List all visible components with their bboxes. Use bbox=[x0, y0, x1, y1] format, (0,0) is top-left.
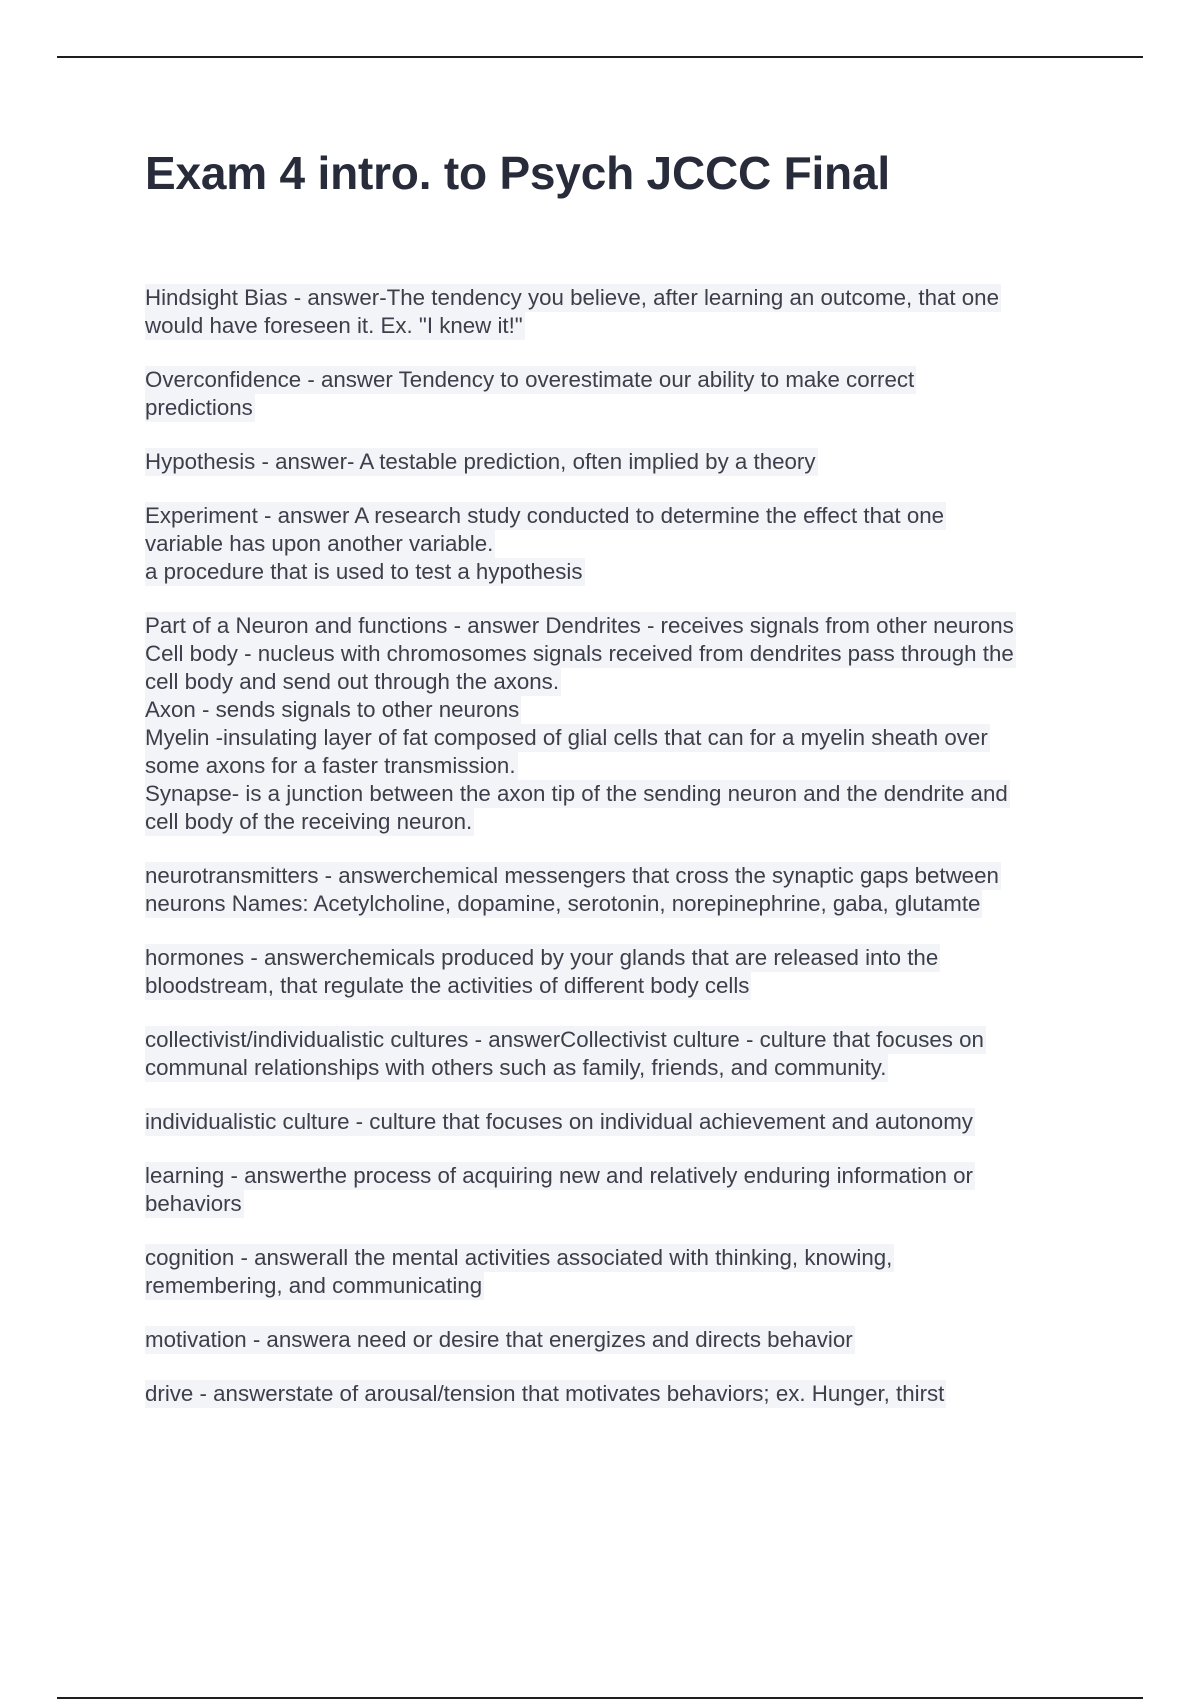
entry-text-line: cell body of the receiving neuron. bbox=[145, 809, 473, 834]
flashcard-entry bbox=[145, 1026, 1095, 1082]
flashcard-entry bbox=[145, 284, 1095, 340]
entry-text-line: Hindsight Bias - answer-The tendency you believe, after learning an outcome, that one bbox=[145, 285, 999, 310]
entry-text-line: Axon - sends signals to other neurons bbox=[145, 697, 520, 722]
entry-text-line: bloodstream, that regulate the activities of different body cells bbox=[145, 973, 750, 998]
flashcard-entry bbox=[145, 448, 1095, 476]
flashcard-entry bbox=[145, 612, 1095, 836]
entry-text-line: Hypothesis - answer- A testable prediction, often implied by a theory bbox=[145, 449, 816, 474]
flashcard-list bbox=[145, 284, 1095, 1434]
page-title: Exam 4 intro. to Psych JCCC Final bbox=[145, 147, 890, 199]
flashcard-entry bbox=[145, 366, 1095, 422]
entry-text-line: a procedure that is used to test a hypothesis bbox=[145, 559, 583, 584]
flashcard-entry bbox=[145, 862, 1095, 918]
flashcard-entry bbox=[145, 944, 1095, 1000]
entry-text-line: variable has upon another variable. bbox=[145, 531, 494, 556]
top-rule bbox=[57, 56, 1143, 58]
bottom-rule bbox=[57, 1697, 1143, 1699]
flashcard-entry bbox=[145, 1244, 1095, 1300]
entry-text-line: cognition - answerall the mental activities associated with thinking, knowing, bbox=[145, 1245, 893, 1270]
entry-text-line: Overconfidence - answer Tendency to overestimate our ability to make correct bbox=[145, 367, 915, 392]
entry-text-line: Experiment - answer A research study conducted to determine the effect that one bbox=[145, 503, 945, 528]
entry-text-line: predictions bbox=[145, 395, 253, 420]
entry-text-line: Synapse- is a junction between the axon tip of the sending neuron and the dendrite and bbox=[145, 781, 1008, 806]
entry-text-line: Part of a Neuron and functions - answer Dendrites - receives signals from other neurons bbox=[145, 613, 1014, 638]
flashcard-entry bbox=[145, 1380, 1095, 1408]
flashcard-entry bbox=[145, 1326, 1095, 1354]
flashcard-entry bbox=[145, 1162, 1095, 1218]
entry-text-line: cell body and send out through the axons. bbox=[145, 669, 560, 694]
entry-text-line: would have foreseen it. Ex. "I knew it!" bbox=[145, 313, 523, 338]
entry-text-line: neurons Names: Acetylcholine, dopamine, serotonin, norepinephrine, gaba, glutamte bbox=[145, 891, 981, 916]
flashcard-entry bbox=[145, 502, 1095, 586]
entry-text-line: motivation - answera need or desire that energizes and directs behavior bbox=[145, 1327, 853, 1352]
entry-text-line: Myelin -insulating layer of fat composed of glial cells that can for a myelin sheath over bbox=[145, 725, 988, 750]
flashcard-entry bbox=[145, 1108, 1095, 1136]
entry-text-line: collectivist/individualistic cultures - answerCollectivist culture - culture that focuses on bbox=[145, 1027, 984, 1052]
entry-text-line: behaviors bbox=[145, 1191, 242, 1216]
entry-text-line: learning - answerthe process of acquiring new and relatively enduring information or bbox=[145, 1163, 973, 1188]
entry-text-line: hormones - answerchemicals produced by your glands that are released into the bbox=[145, 945, 939, 970]
entry-text-line: neurotransmitters - answerchemical messengers that cross the synaptic gaps between bbox=[145, 863, 999, 888]
entry-text-line: drive - answerstate of arousal/tension that motivates behaviors; ex. Hunger, thirst bbox=[145, 1381, 945, 1406]
entry-text-line: communal relationships with others such as family, friends, and community. bbox=[145, 1055, 887, 1080]
entry-text-line: Cell body - nucleus with chromosomes signals received from dendrites pass through the bbox=[145, 641, 1014, 666]
entry-text-line: remembering, and communicating bbox=[145, 1273, 483, 1298]
entry-text-line: individualistic culture - culture that focuses on individual achievement and autonomy bbox=[145, 1109, 973, 1134]
entry-text-line: some axons for a faster transmission. bbox=[145, 753, 516, 778]
